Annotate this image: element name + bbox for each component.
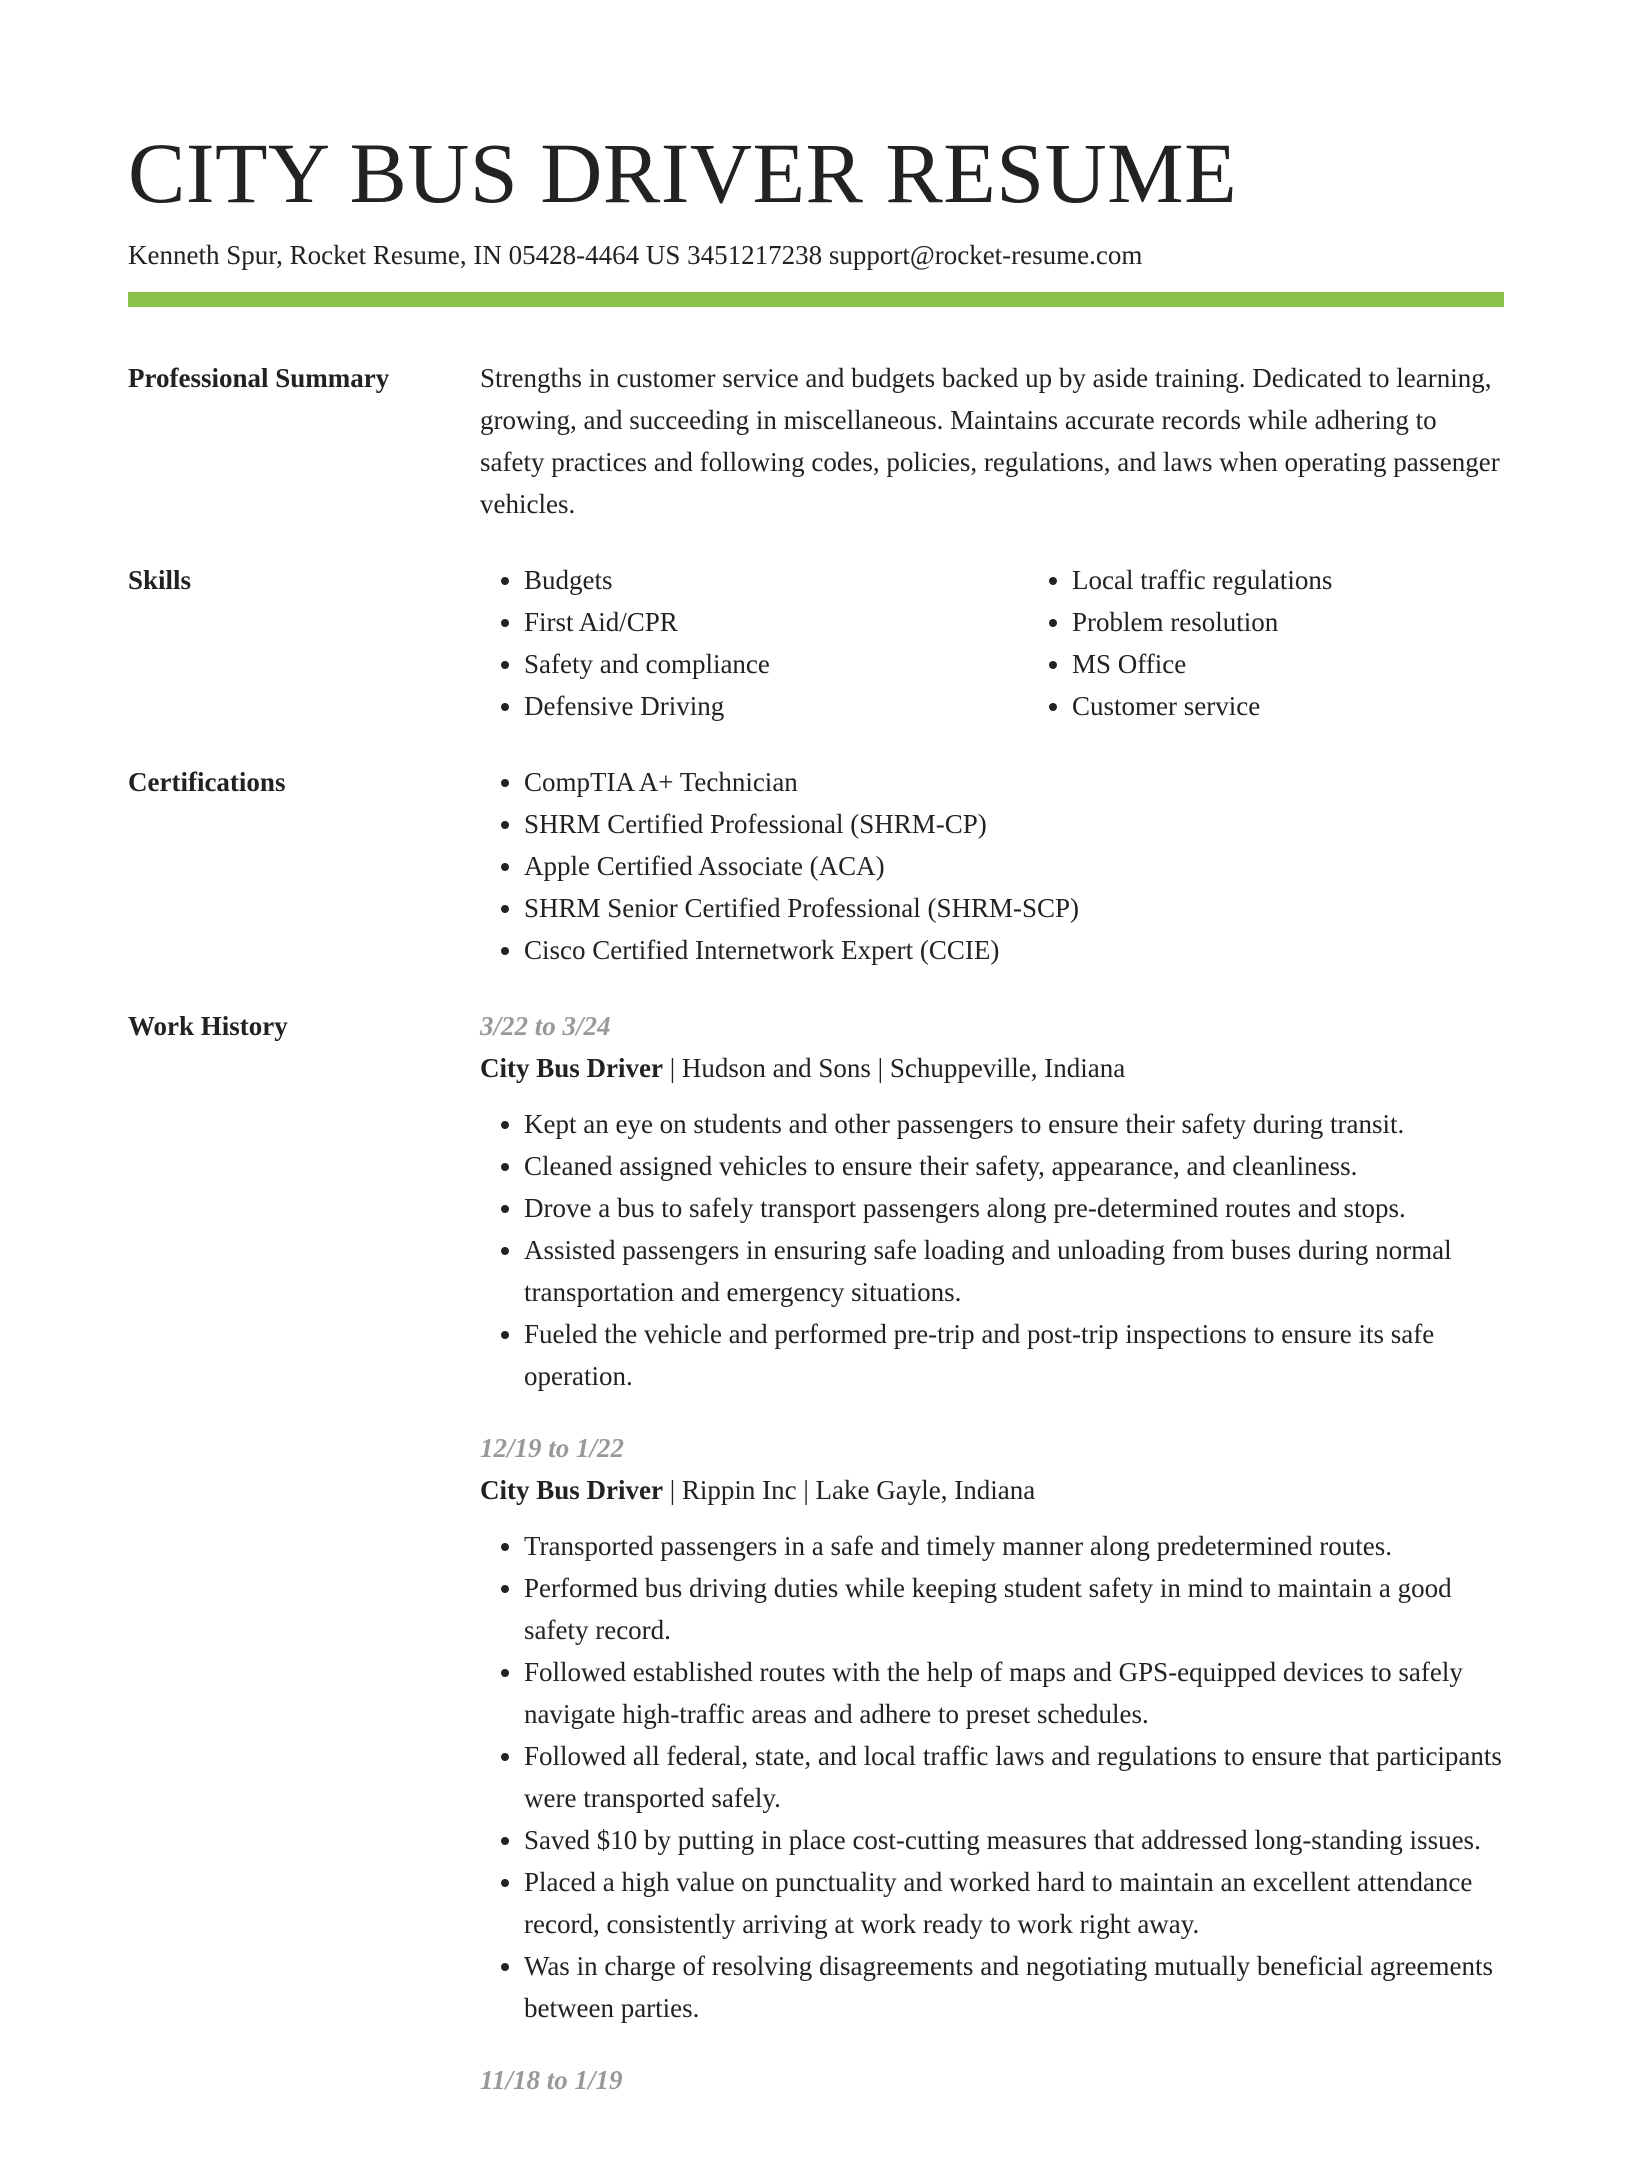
resume-page [128, 0, 1504, 2165]
section-body-certifications [480, 761, 1504, 971]
section-certifications [128, 761, 1504, 971]
skill-item: • Customer service [1072, 685, 1576, 727]
job-entry [480, 1427, 1504, 2029]
job-location: Schuppeville, Indiana [889, 1053, 1126, 1083]
job-bullet: • Kept an eye on students and other passengers to ensure their safety during transit. [524, 1103, 1504, 1145]
job-separator: | [662, 1475, 682, 1505]
certification-item: • Cisco Certified Internetwork Expert (CCIE) [524, 929, 1504, 971]
job-bullet: • Transported passengers in a safe and timely manner along predetermined routes. [524, 1525, 1504, 1567]
job-separator: | [870, 1053, 890, 1083]
certification-item: • SHRM Senior Certified Professional (SHRM-SCP) [524, 887, 1504, 929]
certification-item: • SHRM Certified Professional (SHRM-CP) [524, 803, 1504, 845]
job-title: City Bus Driver [480, 1053, 663, 1083]
section-professional-summary [128, 357, 1504, 525]
contact-line: Kenneth Spur, Rocket Resume, IN 05428-4464 US 3451217238 support@rocket-resume.com [128, 240, 1143, 270]
resume-title: CITY BUS DRIVER RESUME [128, 125, 1238, 221]
job-title: City Bus Driver [480, 1475, 663, 1505]
skills-list-col2 [1028, 559, 1576, 727]
job-company: Rippin Inc [681, 1475, 797, 1505]
summary-text: Strengths in customer service and budgets backed up by aside training. Dedicated to learning, growing, and succeeding in miscellaneous. Maintains accurate records while adhering to safety practices and following codes, policies, regulations, and laws when operating passenger vehicles. [480, 363, 1500, 519]
skill-item: • MS Office [1072, 643, 1576, 685]
certifications-list [480, 761, 1504, 971]
job-dates: 11/18 to 1/19 [480, 2065, 623, 2095]
job-bullet: • Fueled the vehicle and performed pre-trip and post-trip inspections to ensure its safe operation. [524, 1313, 1504, 1397]
job-location: Lake Gayle, Indiana [815, 1475, 1036, 1505]
skill-item: • Safety and compliance [524, 643, 1028, 685]
section-body-skills [480, 559, 1576, 727]
job-separator: | [796, 1475, 816, 1505]
job-dates: 12/19 to 1/22 [480, 1433, 625, 1463]
certification-item: • CompTIA A+ Technician [524, 761, 1504, 803]
job-entry [480, 1005, 1504, 1397]
section-label-work-history: Work History [128, 1011, 288, 1041]
section-label-summary: Professional Summary [128, 363, 390, 393]
section-body-summary [480, 357, 1504, 525]
skill-item: • Budgets [524, 559, 1028, 601]
accent-divider [128, 292, 1504, 307]
section-label-certifications: Certifications [128, 767, 286, 797]
skill-item: • Local traffic regulations [1072, 559, 1576, 601]
job-bullet: • Drove a bus to safely transport passengers along pre-determined routes and stops. [524, 1187, 1504, 1229]
job-bullet: • Followed all federal, state, and local traffic laws and regulations to ensure that participants were transported safely. [524, 1735, 1504, 1819]
skills-list-col1 [480, 559, 1028, 727]
job-separator: | [662, 1053, 682, 1083]
job-bullet: • Performed bus driving duties while keeping student safety in mind to maintain a good safety record. [524, 1567, 1504, 1651]
job-bullet: • Cleaned assigned vehicles to ensure their safety, appearance, and cleanliness. [524, 1145, 1504, 1187]
job-bullet: • Assisted passengers in ensuring safe loading and unloading from buses during normal transportation and emergency situations. [524, 1229, 1504, 1313]
job-bullets [480, 1525, 1504, 2029]
job-bullet: • Saved $10 by putting in place cost-cutting measures that addressed long-standing issues. [524, 1819, 1504, 1861]
job-company: Hudson and Sons [681, 1053, 871, 1083]
job-bullet: • Followed established routes with the help of maps and GPS-equipped devices to safely navigate high-traffic areas and adhere to preset schedules. [524, 1651, 1504, 1735]
section-label-skills: Skills [128, 565, 192, 595]
skill-item: • First Aid/CPR [524, 601, 1028, 643]
job-heading [480, 1047, 1504, 1089]
skill-item: • Defensive Driving [524, 685, 1028, 727]
job-bullets [480, 1103, 1504, 1397]
certification-item: • Apple Certified Associate (ACA) [524, 845, 1504, 887]
job-bullet: • Placed a high value on punctuality and worked hard to maintain an excellent attendance record, consistently arriving at work ready to work right away. [524, 1861, 1504, 1945]
job-entry [480, 2059, 1504, 2101]
job-heading [480, 1469, 1504, 1511]
section-work-history [128, 1005, 1504, 2131]
job-dates: 3/22 to 3/24 [480, 1011, 611, 1041]
skill-item: • Problem resolution [1072, 601, 1576, 643]
section-body-work-history [480, 1005, 1504, 2131]
section-skills [128, 559, 1504, 727]
job-bullet: • Was in charge of resolving disagreements and negotiating mutually beneficial agreements between parties. [524, 1945, 1504, 2029]
